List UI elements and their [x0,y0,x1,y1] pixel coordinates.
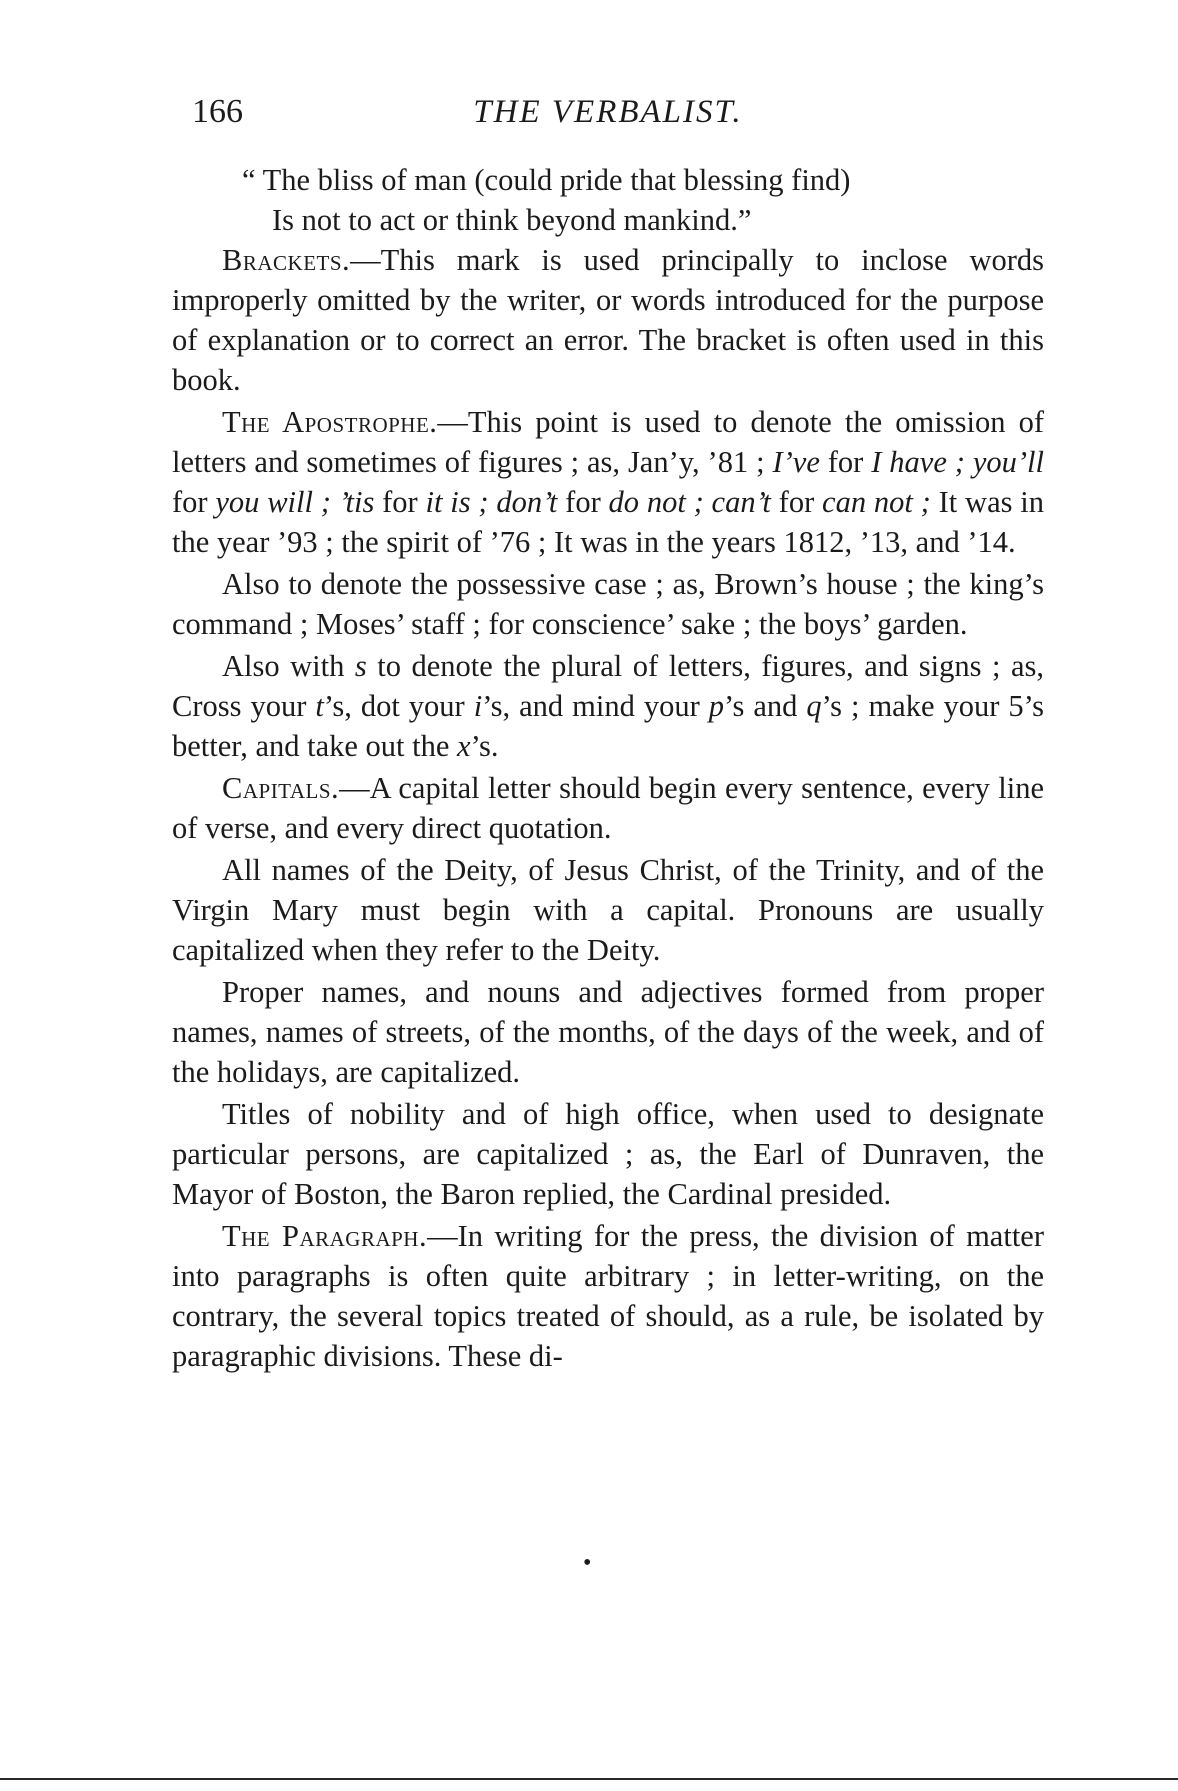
paragraph-text: ’s ; make your 5’s better, and take out the [172,689,1044,763]
paragraph-proper-names: Proper names, and nouns and adjectives formed from proper names, names of streets, of the months, of the days of the week, and of the holidays, are capitalized. [172,975,1044,1089]
paragraph-text: ’s, dot your [323,689,474,723]
paragraph-text: —A capital letter should begin every sentence, every line of verse, and every direct quotation. [172,771,1044,845]
paragraph-text: ’s and [724,689,807,723]
bullet-ornament: • [583,1550,592,1576]
italic-example: can not ; [822,485,931,519]
paragraph-text: for [819,445,872,479]
italic-example: I have ; you’ll [871,445,1044,479]
italic-letter: q [806,689,822,723]
paragraph-possessive: Also to denote the possessive case ; as, Brown’s house ; the king’s command ; Moses’ staff ; for conscience’ sake ; the boys’ garden. [172,567,1044,641]
paragraph-apostrophe [172,402,1044,562]
section-heading-brackets: Brackets. [222,243,351,277]
italic-letter: x [457,729,471,763]
italic-example: you will ; ’tis [215,485,375,519]
italic-example: do not ; can’t [608,485,771,519]
paragraph-text: for [374,485,426,519]
paragraph-text: —This point is used to denote the omission of letters and sometimes of figures ; as, Jan’y, ’81 ; [172,405,1044,479]
page-edge-rule [0,1778,1178,1780]
paragraph-brackets [172,240,1044,400]
paragraph-text: to denote the plural of letters, figures, and signs ; as, Cross your [172,649,1045,723]
verse-line: Is not to act or think beyond mankind.” [272,203,752,237]
page-header [172,92,1044,140]
paragraph-the-paragraph [172,1216,1044,1376]
paragraph-text: Also with [222,649,355,683]
paragraph-text: —In writing for the press, the division of matter into paragraphs is often quite arbitrary ; in letter-writing, on the contrary, the several topics treated of should, as a rule, be isolated by paragraphic divisions. These di- [172,1219,1044,1373]
paragraph-text: for [557,485,609,519]
italic-letter: p [708,689,725,723]
page-number: 166 [192,93,243,130]
section-heading-capitals: Capitals. [222,771,340,805]
italic-example: I’ve [772,445,820,479]
section-heading-apostrophe: The Apostrophe. [222,405,438,439]
paragraph-text: for [770,485,823,519]
verse-quotation [172,160,1044,240]
italic-letter: i [473,689,483,723]
book-page [172,92,1044,1378]
paragraph-plural [172,646,1044,766]
paragraph-text: ’s, and mind your [482,689,709,723]
running-title: THE VERBALIST. [473,94,743,130]
section-heading-paragraph: The Paragraph. [222,1219,428,1253]
verse-line: “ The bliss of man (could pride that blessing find) [242,163,851,197]
paragraph-capitals [172,768,1044,848]
paragraph-text: for [172,485,216,519]
italic-letter: t [315,689,324,723]
paragraph-text: —This mark is used principally to inclose words improperly omitted by the writer, or words introduced for the purpose of explanation or to correct an error. The bracket is often used in this book. [172,243,1044,397]
paragraph-titles: Titles of nobility and of high office, when used to designate particular persons, are capitalized ; as, the Earl of Dunraven, the Mayor of Boston, the Baron replied, the Cardinal presided. [172,1097,1044,1211]
paragraph-text: It was in the year ’93 ; the spirit of ’76 ; It was in the years 1812, ’13, and ’14. [172,485,1044,559]
italic-letter: s [354,649,367,683]
italic-example: it is ; don’t [425,485,558,519]
paragraph-deity: All names of the Deity, of Jesus Christ, of the Trinity, and of the Virgin Mary must begin with a capital. Pronouns are usually capitalized when they refer to the Deity. [172,853,1044,967]
paragraph-text: ’s. [470,729,499,763]
